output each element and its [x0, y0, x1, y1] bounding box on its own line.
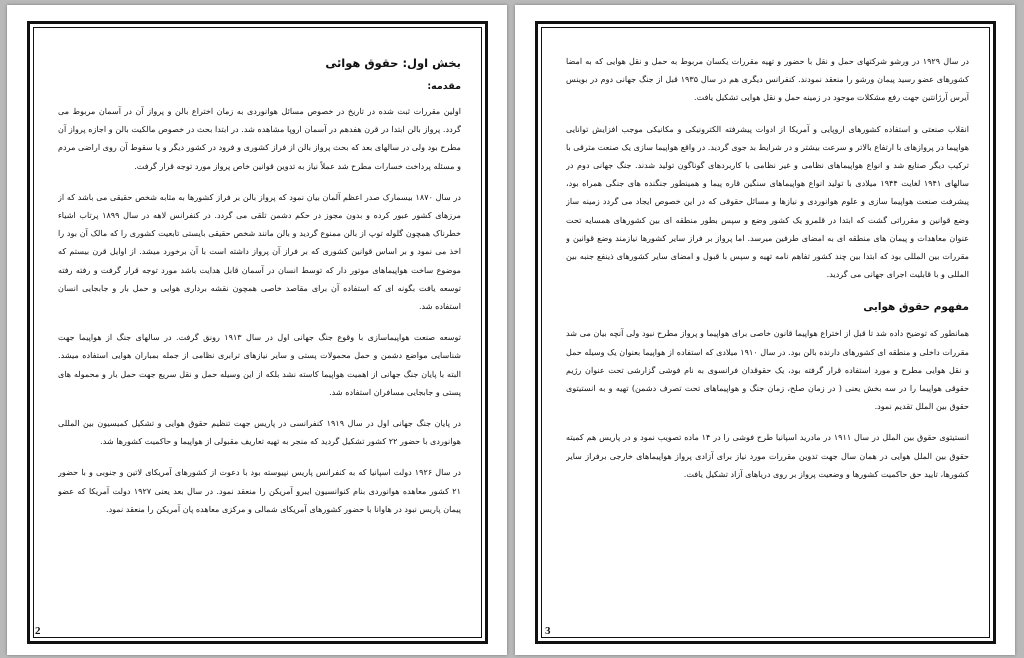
paragraph: انقلاب صنعتی و استفاده کشورهای اروپایی و آمریکا از ادوات پیشرفته الکترونیکی و مکانیکی موجب افزایش توانایی هواپیما در پروازهای با ارتفاع بالاتر و سرعت بیشتر و در شرایط بد جوی گردید. در واقع هواپیما سازی یک صنعت مترقی با ترکیب دیگر صنایع شد و انواع هواپیماهای نظامی و غیر نظامی با کاربردهای گوناگون تولید شدند. جنگ جهانی دوم در سالهای ۱۹۴۱ لغایت ۱۹۴۴ میلادی با تولید انواع هواپیماهای سنگین قاره پیما و همینطور جنگنده های جنگی همراه بود، پیشرفت صنعت هواپیما سازی و علوم هوانوردی و نیازها و مسائل حقوقی که در این خصوص ایجاد می گردد زمینه ساز وضع قوانین و مقرراتی گشت که ابتدا در قلمرو یک کشور وضع و سپس بطور منطقه ای بین کشورهای همسایه تحت عنوان معاهدات و پیمان های منطقه ای به امضای طرفین میرسد. اما پرواز بر فراز سایر کشورها نیازمند وضع قوانین و مقررات بین المللی بود که ابتدا بین چند کشور تفاهم نامه تهیه و سپس با قبول و امضای سایر کشورهای ذینفع جنبه بین المللی و با قابلیت اجرای جهانی می گردید. — [566, 123, 969, 280]
paragraph: در سال ۱۹۲۹ در ورشو شرکتهای حمل و نقل با حضور و تهیه مقررات یکسان مربوط به حمل و نقل هوایی که به امضا کشورهای عضو رسید پیمان ورشو را منعقد نمودند. کنفرانس دیگری هم در سال ۱۹۳۵ قبل از جنگ جهانی دوم در بوینس آیرس آرژانتین جهت رفع مشکلات موجود در زمینه حمل و نقل هوایی تشکیل یافت. — [566, 56, 969, 103]
page-number: 3 — [545, 625, 551, 637]
page-number: 2 — [35, 625, 41, 637]
paragraph: در سال ۱۹۲۶ دولت اسپانیا که به کنفرانس پاریس نپیوسته بود با دعوت از کشورهای آمریکای لاتین و جنوبی و با حضور ۲۱ کشور معاهده هوانوردی بنام کنوانسیون ایبرو آمریکن را منعقد نمود. در سال بعد یعنی ۱۹۲۷ دولت آمریکا که عضو پیمان پاریس نبود در هاوانا با حضور کشورهای آمریکای شمالی و مرکزی معاهده پان آمریکن را منعقد نمود. — [58, 467, 461, 514]
document-page-right — [515, 5, 1015, 655]
paragraph: توسعه صنعت هواپیماسازی با وقوع جنگ جهانی اول در سال ۱۹۱۳ رونق گرفت. در سالهای جنگ از هواپیما جهت شناسایی مواضع دشمن و حمل محمولات پستی و سایر نیازهای ترابری نظامی از جمله بمباران هوایی استفاده میشد. البته با پایان جنگ جهانی از اهمیت هواپیما کاسته نشد بلکه از این وسیله حمل و نقل سریع جهت حمل بار و محموله های پستی و جابجایی مسافران استفاده شد. — [58, 332, 461, 397]
section-heading: مفهوم حقوق هوایی — [863, 301, 969, 314]
paragraph: همانطور که توضیح داده شد تا قبل از اختراع هواپیما قانون خاصی برای هواپیما و پرواز مطرح نبود ولی آنچه بیان می شد مقررات داخلی و منطقه ای کشورهای دارنده بالن بود. در سال ۱۹۱۰ میلادی که استفاده از هواپیما بعنوان یک وسیله حمل و نقل هوایی مطرح و مورد استفاده قرار گرفته بود، یک حقوقدان فرانسوی به نام فوشی گزارشی تحت عنوان رژیم حقوقی هواپیما را در سه بخش یعنی ( در زمان صلح، زمان جنگ و هواپیماهای تحت تصرف دشمن) تهیه و به انستیتوی حقوق بین الملل تقدیم نمود. — [566, 328, 969, 412]
section-title: بخش اول: حقوق هوائی — [325, 56, 461, 70]
paragraph: در پایان جنگ جهانی اول در سال ۱۹۱۹ کنفرانسی در پاریس جهت تنظیم حقوق هوایی و تشکیل کمیسیون بین المللی هوانوردی با حضور ۲۲ کشور تشکیل گردید که منجر به تهیه تعاریف مقبولی از هواپیما و حاکمیت کشورها شد. — [58, 418, 461, 447]
page-border — [27, 21, 488, 644]
page-border — [535, 21, 996, 644]
page-border-inner — [33, 27, 482, 638]
page-content — [58, 52, 461, 617]
page-border-inner — [541, 27, 990, 638]
page-content — [566, 52, 969, 617]
document-page-left — [7, 5, 507, 655]
paragraph: انستیتوی حقوق بین الملل در سال ۱۹۱۱ در مادرید اسپانیا طرح فوشی را در ۱۴ ماده تصویب نمود و در پاریس هم کمیته حقوق بین الملل هوایی در همان سال جهت تدوین مقررات مورد نیاز برای آزادی پرواز هواپیماهای خارجی برفراز سایر کشورها، تایید حق حاکمیت کشورها و وضعیت پرواز بر روی دریاهای آزاد تشکیل یافت. — [566, 432, 969, 479]
paragraph: اولین مقررات ثبت شده در تاریخ در خصوص مسائل هوانوردی به زمان اختراع بالن و پرواز آن در آسمان مربوط می گردد. پرواز بالن ابتدا در قرن هفدهم در آسمان اروپا مشاهده شد. در ابتدا بحث در خصوص مالکیت بالن و اجازه پرواز آن مطرح بود ولی در سالهای بعد که بحث پرواز بالن از فراز کشوری و فرود در کشور دیگر و یا سقوط آن روی اراضی مردم و مسئله پرداخت خسارات مطرح شد عملاً نیاز به تدوین قوانین خاص پرواز مورد توجه قرار گرفت. — [58, 106, 461, 171]
paragraph: در سال ۱۸۷۰ بیسمارک صدر اعظم آلمان بیان نمود که پرواز بالن بر فراز کشورها به مثابه شخص حقیقی می باشد که از مرزهای کشور عبور کرده و بدون مجوز در حکم دشمن تلقی می گردد. در کنفرانس لاهه در سال ۱۸۹۹ پرتاب اشیاء خطرناک همچون گلوله توپ از بالن ممنوع گردید و بالن مانند شخص حقیقی بایستی تابعیت کشوری را که مالک آن بود را اخذ می نمود و بر اساس قوانین کشوری که بر فراز آن پرواز داشته است با آن برخورد میشد. از اوایل قرن بیستم که موضوع ساخت هواپیماهای موتور دار که توسط انسان در آسمان قابل هدایت باشد مورد توجه قرار گرفت و رفته رفته توسعه یافت بگونه ای که استفاده آن برای مقاصد خاصی همچون نقشه برداری هوایی و حمل بار و جابجایی انسان استفاده شد. — [58, 191, 461, 312]
introduction-heading: مقدمه: — [427, 81, 461, 92]
